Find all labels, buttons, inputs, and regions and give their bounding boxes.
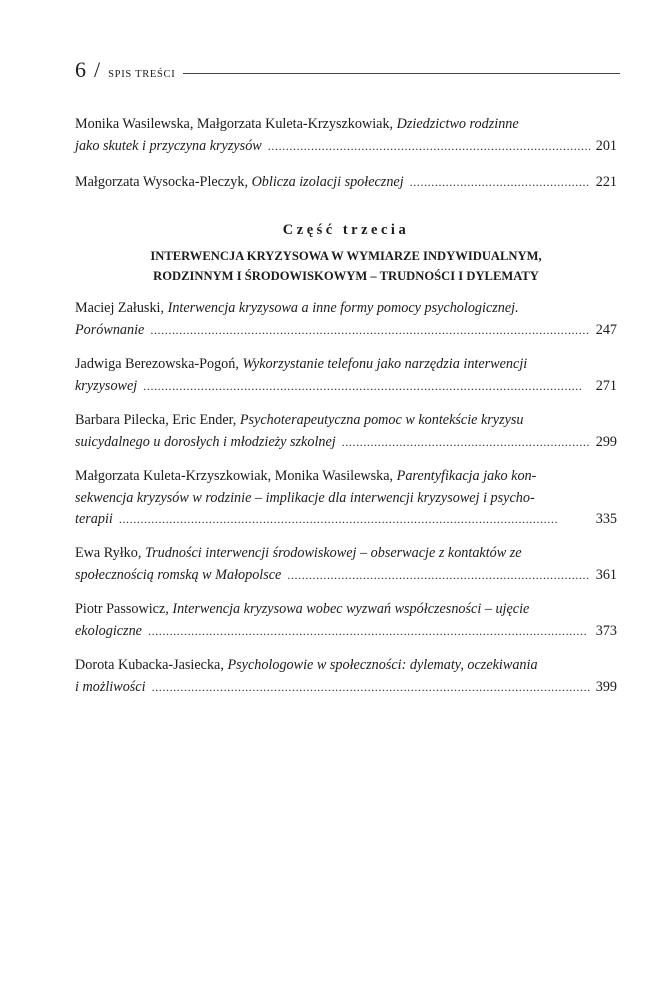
toc-entry-title: sekwencja kryzysów w rodzinie – implikacje dla interwencji kryzysowej i psycho-	[75, 489, 535, 506]
dot-leader	[152, 677, 590, 699]
dot-leader	[150, 320, 589, 342]
toc-entry-line	[75, 172, 617, 194]
toc-entry-line	[75, 621, 617, 643]
dot-leader	[143, 376, 589, 398]
toc-entry-page: 399	[595, 678, 617, 695]
toc-entry-line	[75, 565, 617, 587]
toc-entry-page: 221	[595, 174, 617, 190]
toc-entry-authors: Barbara Pilecka, Eric Ender,	[75, 412, 237, 428]
toc-entry-title: i możliwości	[75, 678, 146, 695]
toc-entry-title: społecznością romską w Małopolsce	[75, 566, 282, 583]
toc-entry	[75, 354, 617, 397]
part-title	[75, 246, 617, 286]
toc-entry-line	[75, 543, 617, 565]
dot-leader	[148, 621, 590, 643]
toc-entry-line	[75, 655, 617, 677]
header-rule	[183, 73, 620, 74]
dot-leader	[410, 172, 590, 194]
part-label: Część trzecia	[282, 222, 410, 238]
toc-entry-title: jako skutek i przyczyna kryzysów	[75, 137, 262, 154]
toc-entry-authors: Małgorzata Wysocka-Pleczyk,	[75, 174, 249, 190]
toc-entry	[75, 655, 617, 698]
toc-entry-authors: Monika Wasilewska, Małgorzata Kuleta-Krzyszkowiak,	[75, 116, 394, 132]
toc-entry-title: Interwencja kryzysowa wobec wyzwań współczesności – ujęcie	[172, 601, 530, 617]
running-title: SPIS TREŚCI	[108, 69, 176, 80]
toc-entry-line	[75, 114, 617, 136]
toc-entry-title: kryzysowej	[75, 377, 138, 394]
toc-entry	[75, 114, 617, 157]
toc-entry-page: 361	[595, 566, 617, 583]
toc-entry-title: Trudności interwencji środowiskowej – obserwacje z kontaktów ze	[144, 545, 522, 561]
toc-entry-title: Oblicza izolacji społecznej	[251, 174, 404, 190]
toc-entry-page: 373	[595, 622, 617, 639]
toc-entry-line	[75, 376, 617, 398]
toc-entry-line	[75, 677, 617, 699]
toc-entry-line	[75, 599, 617, 621]
toc-entry-line	[75, 432, 617, 454]
dot-leader	[268, 136, 590, 158]
toc-entry	[75, 466, 617, 531]
toc-entry-authors: Ewa Ryłko,	[75, 545, 142, 561]
toc-entry-title: Psychoterapeutyczna pomoc w kontekście kryzysu	[239, 412, 524, 428]
toc-entry-page: 247	[595, 321, 617, 338]
toc-entry-authors: Piotr Passowicz,	[75, 601, 169, 617]
page-number: 6	[75, 57, 86, 82]
toc-entry-page: 201	[595, 137, 617, 154]
toc-entry-authors: Małgorzata Kuleta-Krzyszkowiak, Monika Wasilewska,	[75, 468, 394, 484]
toc-entry-authors: Dorota Kubacka-Jasiecka,	[75, 657, 224, 673]
toc-entry-line	[75, 298, 617, 320]
toc-entry-line	[75, 410, 617, 432]
toc-entry-title: suicydalnego u dorosłych i młodzieży szkolnej	[75, 433, 336, 450]
header-slash: /	[94, 57, 101, 82]
toc-entry-title: Porównanie	[75, 321, 145, 338]
toc-entry	[75, 172, 617, 194]
toc-entry	[75, 543, 617, 586]
toc-entry-page: 299	[595, 433, 617, 450]
toc-entry-line	[75, 354, 617, 376]
dot-leader	[342, 432, 590, 454]
toc-entry-title: terapii	[75, 511, 113, 527]
toc-entry-page: 335	[595, 511, 617, 527]
dot-leader	[119, 509, 590, 531]
dot-leader	[287, 565, 589, 587]
part-title-line: RODZINNYM I ŚRODOWISKOWYM – TRUDNOŚCI I DYLEMATY	[153, 269, 539, 283]
toc-entry	[75, 410, 617, 453]
part-title-line: INTERWENCJA KRYZYSOWA W WYMIARZE INDYWIDUALNYM,	[150, 249, 542, 263]
toc-entry-line	[75, 509, 617, 531]
toc-entry-authors: Jadwiga Berezowska-Pogoń,	[75, 356, 239, 372]
toc-entry	[75, 599, 617, 642]
toc-entry-page: 271	[595, 377, 617, 394]
toc-entry-line	[75, 466, 617, 488]
toc-entry-title: Wykorzystanie telefonu jako narzędzia interwencji	[242, 356, 528, 372]
toc-entry	[75, 298, 617, 341]
toc-entry-title: ekologiczne	[75, 622, 142, 639]
toc-entry-title: Parentyfikacja jako kon-	[396, 468, 537, 484]
toc-entry-authors: Maciej Załuski,	[75, 300, 165, 316]
toc-entry-line	[75, 488, 617, 510]
toc-entry-title: Psychologowie w społeczności: dylematy, oczekiwania	[227, 657, 538, 673]
toc-entry-title: Dziedzictwo rodzinne	[396, 116, 519, 132]
toc-entry-line	[75, 136, 617, 158]
running-header	[75, 56, 620, 86]
toc-entry-title: Interwencja kryzysowa a inne formy pomocy psychologicznej.	[167, 300, 519, 316]
toc-entry-line	[75, 320, 617, 342]
